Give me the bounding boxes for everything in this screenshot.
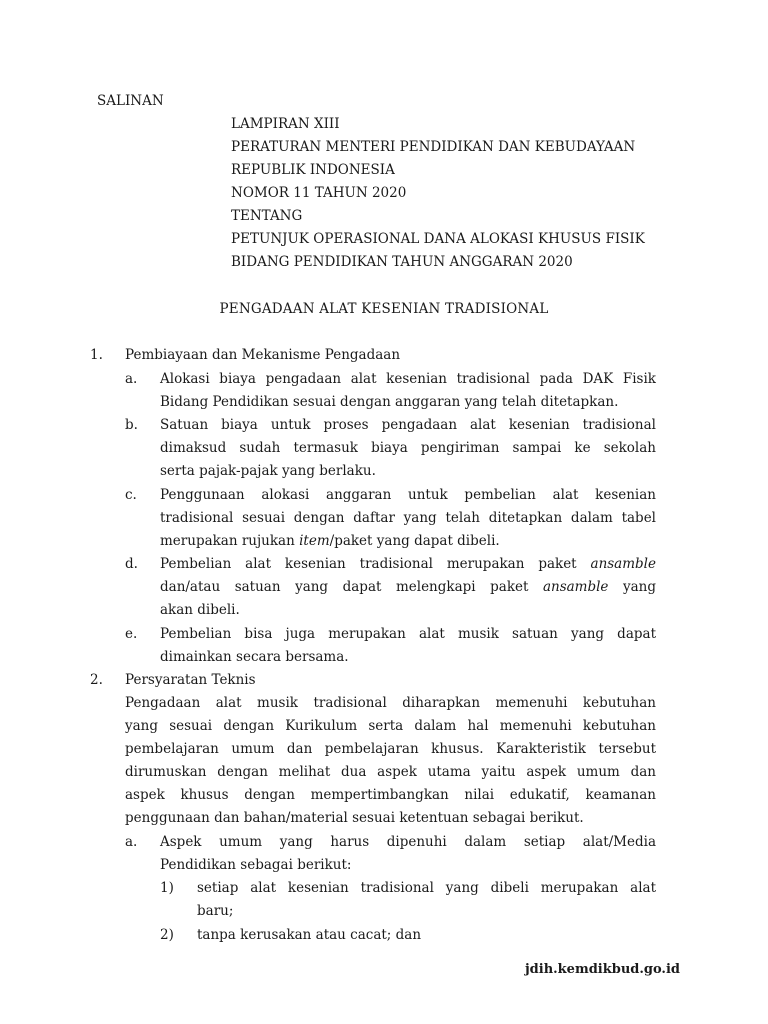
item-d-italic-term: ansamble [590,556,656,572]
item-c-italic-term: item [299,533,330,549]
footer-url: jdih.kemdikbud.go.id [524,962,680,977]
header-line: TENTANG [231,208,303,224]
item-2a-line: Aspek umum yang harus dipenuhi dalam setiap alat/Media [160,834,656,850]
item-d-line [160,578,656,596]
item-d-marker: d. [125,556,138,572]
item-b-line: serta pajak-pajak yang berlaku. [160,463,376,479]
item-2a2-marker: 2) [160,927,174,943]
item-b-line: Satuan biaya untuk proses pengadaan alat kesenian tradisional [160,417,656,433]
header-line: REPUBLIK INDONESIA [231,162,395,178]
item-d-line: akan dibeli. [160,602,240,618]
item-d-text: Pembelian alat kesenian tradisional merupakan paket [160,556,591,572]
item-e-marker: e. [125,626,138,642]
item-d-line [160,555,656,573]
section-2-paragraph-line: pembelajaran umum dan pembelajaran khusus. Karakteristik tersebut [125,741,656,757]
item-2a1-line: setiap alat kesenian tradisional yang dibeli merupakan alat [197,880,656,896]
salinan-label: SALINAN [97,93,164,109]
item-a-line: Bidang Pendidikan sesuai dengan anggaran yang telah ditetapkan. [160,394,619,410]
section-2-paragraph-line: dirumuskan dengan melihat dua aspek utama yaitu aspek umum dan [125,764,656,780]
section-2-number: 2. [90,672,103,688]
item-2a-marker: a. [125,834,138,850]
item-d-text: dan/atau satuan yang dapat melengkapi paket [160,579,543,595]
item-2a1-marker: 1) [160,880,174,896]
section-2-paragraph-line: Pengadaan alat musik tradisional diharapkan memenuhi kebutuhan [125,695,656,711]
item-b-line: dimaksud sudah termasuk biaya pengiriman sampai ke sekolah [160,440,656,456]
item-d-italic-term: ansamble [542,579,609,595]
item-a-marker: a. [125,371,138,387]
item-d-text: yang [608,579,656,595]
header-line: PETUNJUK OPERASIONAL DANA ALOKASI KHUSUS FISIK [231,231,645,247]
header-line: BIDANG PENDIDIKAN TAHUN ANGGARAN 2020 [231,254,573,270]
item-c-marker: c. [125,487,137,503]
header-line: PERATURAN MENTERI PENDIDIKAN DAN KEBUDAYAAN [231,139,636,155]
item-a-line: Alokasi biaya pengadaan alat kesenian tradisional pada DAK Fisik [160,371,656,387]
item-2a2-line: tanpa kerusakan atau cacat; dan [197,927,422,943]
item-c-line: tradisional sesuai dengan daftar yang telah ditetapkan dalam tabel [160,510,656,526]
item-2a-line: Pendidikan sebagai berikut: [160,857,352,873]
item-c-line [160,532,500,550]
item-c-line: Penggunaan alokasi anggaran untuk pembelian alat kesenian [160,487,656,503]
item-b-marker: b. [125,417,138,433]
section-2-heading: Persyaratan Teknis [125,672,256,688]
item-e-line: dimainkan secara bersama. [160,649,349,665]
section-2-paragraph-line: aspek khusus dengan mempertimbangkan nilai edukatif, keamanan [125,787,656,803]
section-2-paragraph-line: yang sesuai dengan Kurikulum serta dalam hal memenuhi kebutuhan [125,718,656,734]
item-2a1-line: baru; [197,903,234,919]
section-title: PENGADAAN ALAT KESENIAN TRADISIONAL [219,301,549,317]
item-e-line: Pembelian bisa juga merupakan alat musik satuan yang dapat [160,626,656,642]
item-c-text: merupakan rujukan [160,533,300,549]
header-line: NOMOR 11 TAHUN 2020 [231,185,407,201]
section-1-heading: Pembiayaan dan Mekanisme Pengadaan [125,347,401,363]
header-line: LAMPIRAN XIII [231,116,340,132]
section-2-paragraph-line: penggunaan dan bahan/material sesuai ketentuan sebagai berikut. [125,810,584,826]
section-1-number: 1. [90,347,103,363]
item-c-text: /paket yang dapat dibeli. [329,533,500,549]
